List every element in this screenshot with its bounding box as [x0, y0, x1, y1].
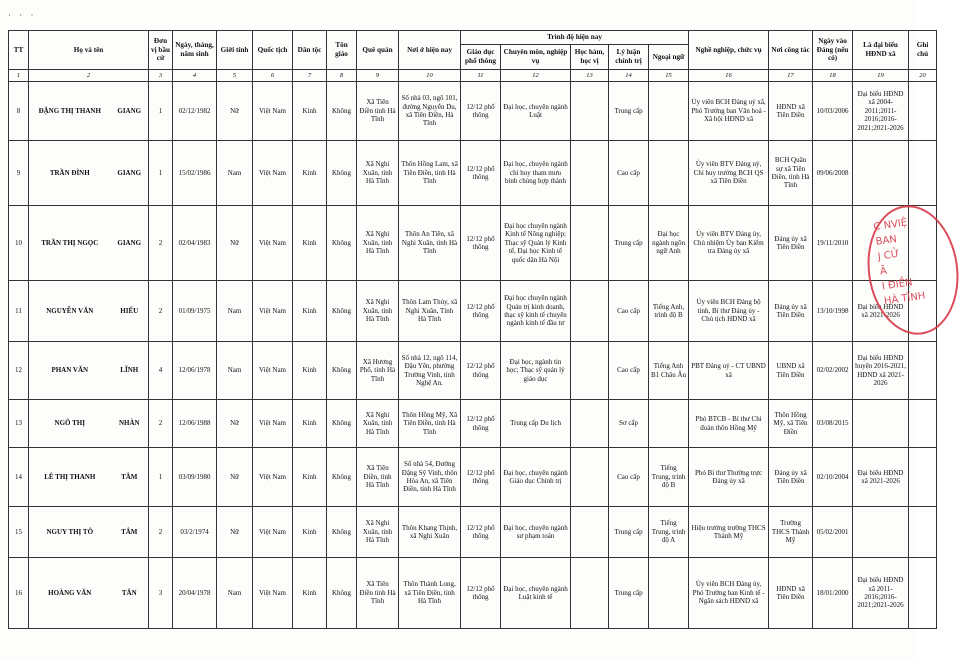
row-nationality: Việt Nam: [253, 342, 293, 400]
row-specialty: Đại học, chuyên ngành chỉ huy tham mưu binh chủng hợp thành: [501, 141, 571, 206]
col-tt: TT: [9, 31, 29, 70]
row-specialty: Đại học chuyên ngành Quản trị kinh doanh, thạc sỹ kinh tế chuyên ngành kinh tế đầu tư: [501, 281, 571, 342]
column-number: 17: [769, 70, 813, 82]
row-academic: [571, 82, 609, 141]
row-delegate: Đại biểu HĐND xã 2021-2026: [853, 448, 909, 507]
column-number: 8: [327, 70, 357, 82]
table-row: [9, 206, 937, 281]
row-specialty: Đại học, chuyên ngành sư phạm toán: [501, 507, 571, 558]
row-ethnicity: Kinh: [293, 141, 327, 206]
scan-marks: · · ·: [8, 10, 37, 20]
column-number: 2: [29, 70, 149, 82]
col-gender: Giới tính: [217, 31, 253, 70]
row-gender: Nữ: [217, 448, 253, 507]
row-academic: [571, 400, 609, 448]
row-hometown: Xã Hương Phố, tỉnh Hà Tĩnh: [357, 342, 399, 400]
row-unit: 1: [149, 82, 173, 141]
row-nationality: Việt Nam: [253, 281, 293, 342]
row-hometown: Xã Tiên Điền tỉnh Hà Tĩnh: [357, 558, 399, 629]
col-workplace: Nơi công tác: [769, 31, 813, 70]
row-party-date: 18/01/2000: [813, 558, 853, 629]
row-occupation: Ủy viên BTV Đảng ủy, Chủ nhiệm Ủy ban Kiểm tra Đảng ủy xã: [689, 206, 769, 281]
row-dob: 12/06/1978: [173, 342, 217, 400]
row-occupation: PBT Đảng uỷ - CT UBND xã: [689, 342, 769, 400]
column-number: 15: [649, 70, 689, 82]
seal-text: C NVIỆ: [872, 217, 908, 234]
table-row: [9, 400, 937, 448]
row-religion: Không: [327, 82, 357, 141]
col-occupation: Nghề nghiệp, chức vụ: [689, 31, 769, 70]
row-note: [909, 558, 937, 629]
column-number: 9: [357, 70, 399, 82]
row-gender: Nữ: [217, 507, 253, 558]
row-nationality: Việt Nam: [253, 206, 293, 281]
row-politics: Cao cấp: [609, 342, 649, 400]
row-academic: [571, 448, 609, 507]
row-workplace: HĐND xã Tiên Điền: [769, 558, 813, 629]
row-workplace: UBND xã Tiên Điền: [769, 342, 813, 400]
row-unit: 2: [149, 281, 173, 342]
row-ethnicity: Kinh: [293, 82, 327, 141]
row-language: Tiếng Trung, trình độ B: [649, 448, 689, 507]
row-religion: Không: [327, 281, 357, 342]
row-occupation: Ủy viên BCH Đảng ủy, Phó Trưởng ban Kinh tế - Ngân sách HĐND xã: [689, 558, 769, 629]
seal-text: Ã: [879, 265, 888, 278]
col-unit: Đơn vị bầu cử: [149, 31, 173, 70]
row-unit: 1: [149, 141, 173, 206]
col-delegate: Là đại biểu HĐND xã: [853, 31, 909, 70]
table-row: [9, 507, 937, 558]
row-workplace: Thôn Hồng Mỹ, xã Tiên Điền: [769, 400, 813, 448]
col-nationality: Quốc tịch: [253, 31, 293, 70]
row-residence: Thôn Hồng Lam, xã Tiên Điền, tỉnh Hà Tĩnh: [399, 141, 461, 206]
row-general-edu: 12/12 phổ thông: [461, 206, 501, 281]
row-unit: 4: [149, 342, 173, 400]
row-last-name: NGUY THỊ TÔ: [29, 507, 111, 558]
row-politics: Cao cấp: [609, 281, 649, 342]
row-gender: Nam: [217, 342, 253, 400]
column-number: 1: [9, 70, 29, 82]
seal-text: I ĐIỀN: [881, 277, 914, 293]
row-tt: 9: [9, 141, 29, 206]
seal-text: HÀ TĨNH: [883, 290, 927, 308]
row-workplace: Đảng ủy xã Tiên Điền: [769, 206, 813, 281]
row-first-name: GIANG: [111, 141, 149, 206]
row-delegate: Đại biểu HĐND xã 2011-2016;2016-2021;2021-2026: [853, 558, 909, 629]
row-occupation: Hiệu trưởng trường THCS Thành Mỹ: [689, 507, 769, 558]
row-unit: 2: [149, 206, 173, 281]
row-gender: Nam: [217, 141, 253, 206]
col-dob: Ngày, tháng, năm sinh: [173, 31, 217, 70]
row-tt: 14: [9, 448, 29, 507]
row-gender: Nữ: [217, 206, 253, 281]
row-residence: Thôn An Tiên, xã Nghi Xuân, tỉnh Hà Tĩnh: [399, 206, 461, 281]
column-number: 3: [149, 70, 173, 82]
row-academic: [571, 558, 609, 629]
row-delegate: Đại biểu HĐND huyện 2016-2021, HĐND xã 2021-2026: [853, 342, 909, 400]
col-language: Ngoại ngữ: [649, 45, 689, 70]
row-specialty: Trung cấp Du lịch: [501, 400, 571, 448]
row-first-name: GIANG: [111, 82, 149, 141]
row-gender: Nữ: [217, 82, 253, 141]
column-number: 5: [217, 70, 253, 82]
col-name: Họ và tên: [29, 31, 149, 70]
row-dob: 02/12/1982: [173, 82, 217, 141]
row-first-name: NHÀN: [111, 400, 149, 448]
column-number: 12: [501, 70, 571, 82]
row-party-date: 03/08/2015: [813, 400, 853, 448]
row-gender: Nam: [217, 281, 253, 342]
row-ethnicity: Kinh: [293, 448, 327, 507]
row-last-name: NGUYỄN VĂN: [29, 281, 111, 342]
col-residence: Nơi ở hiện nay: [399, 31, 461, 70]
row-hometown: Xã Tiên Điền, tỉnh Hà Tĩnh: [357, 448, 399, 507]
row-occupation: Phó Bí thư Thường trực Đảng ủy xã: [689, 448, 769, 507]
row-politics: Trung cấp: [609, 82, 649, 141]
row-nationality: Việt Nam: [253, 82, 293, 141]
row-dob: 20/04/1978: [173, 558, 217, 629]
row-party-date: 13/10/1998: [813, 281, 853, 342]
row-language: [649, 400, 689, 448]
row-residence: Thôn Lam Thủy, xã Nghi Xuân, Tỉnh Hà Tĩnh: [399, 281, 461, 342]
row-religion: Không: [327, 141, 357, 206]
row-tt: 16: [9, 558, 29, 629]
row-residence: Số nhà 03, ngõ 101, đường Nguyễn Du, xã Tiên Điền, Hà Tĩnh: [399, 82, 461, 141]
col-note: Ghi chú: [909, 31, 937, 70]
row-unit: 1: [149, 448, 173, 507]
row-workplace: Đảng ủy xã Tiên Điền: [769, 281, 813, 342]
column-number: 14: [609, 70, 649, 82]
table-row: [9, 82, 937, 141]
row-first-name: HIẾU: [111, 281, 149, 342]
row-delegate: Đại biểu HĐND xã 2004-2011;2011-2016;2016-2021;2021-2026: [853, 82, 909, 141]
column-number: 4: [173, 70, 217, 82]
row-ethnicity: Kinh: [293, 558, 327, 629]
row-specialty: Đại học, chuyên ngành Luật: [501, 82, 571, 141]
row-nationality: Việt Nam: [253, 448, 293, 507]
row-first-name: TÂM: [111, 448, 149, 507]
row-general-edu: 12/12 phổ thông: [461, 281, 501, 342]
row-religion: Không: [327, 342, 357, 400]
row-tt: 15: [9, 507, 29, 558]
row-academic: [571, 206, 609, 281]
row-specialty: Đại học chuyên ngành Kinh tế Nông nghiệp; Thạc sỹ Quản lý Kinh tế, Đại học Kinh tế quốc dân Hà Nội: [501, 206, 571, 281]
row-dob: 12/06/1988: [173, 400, 217, 448]
table-row: [9, 558, 937, 629]
row-gender: Nữ: [217, 400, 253, 448]
column-number: 6: [253, 70, 293, 82]
col-ethnicity: Dân tộc: [293, 31, 327, 70]
row-language: Tiếng Anh B1 Châu Âu: [649, 342, 689, 400]
row-dob: 15/02/1986: [173, 141, 217, 206]
row-delegate: [853, 400, 909, 448]
row-unit: 2: [149, 507, 173, 558]
row-academic: [571, 507, 609, 558]
row-nationality: Việt Nam: [253, 507, 293, 558]
row-dob: 03/09/1980: [173, 448, 217, 507]
row-tt: 11: [9, 281, 29, 342]
row-last-name: TRẦN ĐÌNH: [29, 141, 111, 206]
col-religion: Tôn giáo: [327, 31, 357, 70]
row-last-name: PHAN VĂN: [29, 342, 111, 400]
row-academic: [571, 141, 609, 206]
row-politics: Cao cấp: [609, 141, 649, 206]
row-party-date: 02/10/2004: [813, 448, 853, 507]
row-dob: 02/04/1983: [173, 206, 217, 281]
row-general-edu: 12/12 phổ thông: [461, 558, 501, 629]
row-delegate: Đại biểu HĐND xã 2021-2026: [853, 281, 909, 342]
row-tt: 13: [9, 400, 29, 448]
row-hometown: Xã Tiên Điền tỉnh Hà Tĩnh: [357, 82, 399, 141]
row-religion: Không: [327, 507, 357, 558]
row-general-edu: 12/12 phổ thông: [461, 507, 501, 558]
col-general-edu: Giáo dục phổ thông: [461, 45, 501, 70]
row-hometown: Xã Nghi Xuân, tỉnh Hà Tĩnh: [357, 507, 399, 558]
column-number: 10: [399, 70, 461, 82]
row-hometown: Xã Nghi Xuân, tỉnh Hà Tĩnh: [357, 206, 399, 281]
table-row: [9, 342, 937, 400]
row-tt: 12: [9, 342, 29, 400]
row-nationality: Việt Nam: [253, 141, 293, 206]
row-residence: Thôn Khang Thịnh, xã Nghi Xuân: [399, 507, 461, 558]
column-number: 11: [461, 70, 501, 82]
col-specialty: Chuyên môn, nghiệp vụ: [501, 45, 571, 70]
row-hometown: Xã Nghi Xuân, tỉnh Hà Tĩnh: [357, 281, 399, 342]
row-first-name: LĨNH: [111, 342, 149, 400]
row-religion: Không: [327, 558, 357, 629]
row-ethnicity: Kinh: [293, 281, 327, 342]
row-first-name: GIANG: [111, 206, 149, 281]
row-last-name: TRẦN THỊ NGỌC: [29, 206, 111, 281]
row-politics: Trung cấp: [609, 206, 649, 281]
row-politics: Trung cấp: [609, 507, 649, 558]
column-number: 7: [293, 70, 327, 82]
col-academic: Học hàm, học vị: [571, 45, 609, 70]
col-politics: Lý luận chính trị: [609, 45, 649, 70]
row-ethnicity: Kinh: [293, 507, 327, 558]
row-unit: 3: [149, 558, 173, 629]
col-hometown: Quê quán: [357, 31, 399, 70]
row-tt: 8: [9, 82, 29, 141]
row-last-name: LÊ THỊ THANH: [29, 448, 111, 507]
row-academic: [571, 342, 609, 400]
row-general-edu: 12/12 phổ thông: [461, 448, 501, 507]
row-occupation: Phó BTCB - Bí thư Chi đoàn thôn Hồng Mỹ: [689, 400, 769, 448]
row-note: [909, 448, 937, 507]
row-ethnicity: Kinh: [293, 400, 327, 448]
row-workplace: BCH Quân sự xã Tiên Điền, tỉnh Hà Tĩnh: [769, 141, 813, 206]
table-row: [9, 281, 937, 342]
row-specialty: Đại học, chuyên ngành Giáo dục Chính trị: [501, 448, 571, 507]
row-note: [909, 82, 937, 141]
column-number: 13: [571, 70, 609, 82]
col-party-date: Ngày vào Đảng (nếu có): [813, 31, 853, 70]
row-dob: 01/09/1975: [173, 281, 217, 342]
row-note: [909, 400, 937, 448]
row-specialty: Đại học, ngành tin học; Thạc sỹ quản lý giáo dục: [501, 342, 571, 400]
row-note: [909, 507, 937, 558]
row-note: [909, 342, 937, 400]
row-residence: Số nhà 12, ngõ 114, Đậu Yên, phường Trường Vinh, tỉnh Nghệ An.: [399, 342, 461, 400]
row-dob: 03/2/1974: [173, 507, 217, 558]
row-general-edu: 12/12 phổ thông: [461, 141, 501, 206]
row-party-date: 09/06/2008: [813, 141, 853, 206]
row-language: Đại học ngành ngôn ngữ Anh: [649, 206, 689, 281]
table-row: [9, 141, 937, 206]
row-workplace: Đảng ủy xã Tiên Điền: [769, 448, 813, 507]
column-number: 19: [853, 70, 909, 82]
row-unit: 2: [149, 400, 173, 448]
col-education-group: Trình độ hiện nay: [461, 31, 689, 45]
row-ethnicity: Kinh: [293, 342, 327, 400]
row-party-date: 19/11/2010: [813, 206, 853, 281]
row-language: Tiếng Anh, trình độ B: [649, 281, 689, 342]
row-religion: Không: [327, 448, 357, 507]
column-number: 20: [909, 70, 937, 82]
row-last-name: ĐẶNG THỊ THANH: [29, 82, 111, 141]
row-workplace: HĐND xã Tiên Điền: [769, 82, 813, 141]
row-occupation: Ủy viên BCH Đảng bộ tỉnh, Bí thư Đảng ủy - Chủ tịch HĐND xã: [689, 281, 769, 342]
row-general-edu: 12/12 phổ thông: [461, 342, 501, 400]
column-number: 16: [689, 70, 769, 82]
row-hometown: Xã Nghi Xuân, tỉnh Hà Tĩnh: [357, 141, 399, 206]
row-language: [649, 82, 689, 141]
row-religion: Không: [327, 206, 357, 281]
row-religion: Không: [327, 400, 357, 448]
row-gender: Nam: [217, 558, 253, 629]
column-number: 18: [813, 70, 853, 82]
row-delegate: [853, 141, 909, 206]
seal-text: J CỬ: [877, 248, 901, 263]
candidate-table: [8, 30, 937, 629]
row-residence: Thôn Hồng Mỹ, Xã Tiên Điền, tỉnh Hà Tĩnh: [399, 400, 461, 448]
row-party-date: 05/02/2001: [813, 507, 853, 558]
row-ethnicity: Kinh: [293, 206, 327, 281]
row-politics: Trung cấp: [609, 558, 649, 629]
row-residence: Thôn Thành Long, xã Tiên Điền, tỉnh Hà Tĩnh: [399, 558, 461, 629]
row-party-date: 02/02/2002: [813, 342, 853, 400]
row-language: [649, 141, 689, 206]
row-occupation: Ủy viên BTV Đảng uỷ, Chỉ huy trưởng BCH QS xã Tiên Điền: [689, 141, 769, 206]
row-politics: Sơ cấp: [609, 400, 649, 448]
row-general-edu: 12/12 phổ thông: [461, 82, 501, 141]
column-number-row: [9, 70, 937, 82]
row-general-edu: 12/12 phổ thông: [461, 400, 501, 448]
row-nationality: Việt Nam: [253, 400, 293, 448]
row-hometown: Xã Nghi Xuân, tỉnh Hà Tĩnh: [357, 400, 399, 448]
row-first-name: TÂN: [111, 558, 149, 629]
table-row: [9, 448, 937, 507]
row-language: Tiếng Trung, trình độ A: [649, 507, 689, 558]
row-specialty: Đại học, chuyên ngành Luật kinh tế: [501, 558, 571, 629]
row-nationality: Việt Nam: [253, 558, 293, 629]
seal-text: BAN: [875, 234, 898, 248]
row-party-date: 10/03/2006: [813, 82, 853, 141]
row-workplace: Trường THCS Thành Mỹ: [769, 507, 813, 558]
row-last-name: NGÔ THỊ: [29, 400, 111, 448]
row-politics: Cao cấp: [609, 448, 649, 507]
row-last-name: HOÀNG VĂN: [29, 558, 111, 629]
row-delegate: [853, 507, 909, 558]
row-occupation: Ủy viên BCH Đảng uỷ xã, Phó Trưởng ban Văn hoá - Xã hội HĐND xã: [689, 82, 769, 141]
row-language: [649, 558, 689, 629]
row-residence: Số nhà 54, Đường Đặng Sỹ Vinh, thôn Hòa An, xã Tiên Điền, tỉnh Hà Tĩnh: [399, 448, 461, 507]
row-academic: [571, 281, 609, 342]
row-first-name: TÂM: [111, 507, 149, 558]
row-tt: 10: [9, 206, 29, 281]
row-note: [909, 141, 937, 206]
